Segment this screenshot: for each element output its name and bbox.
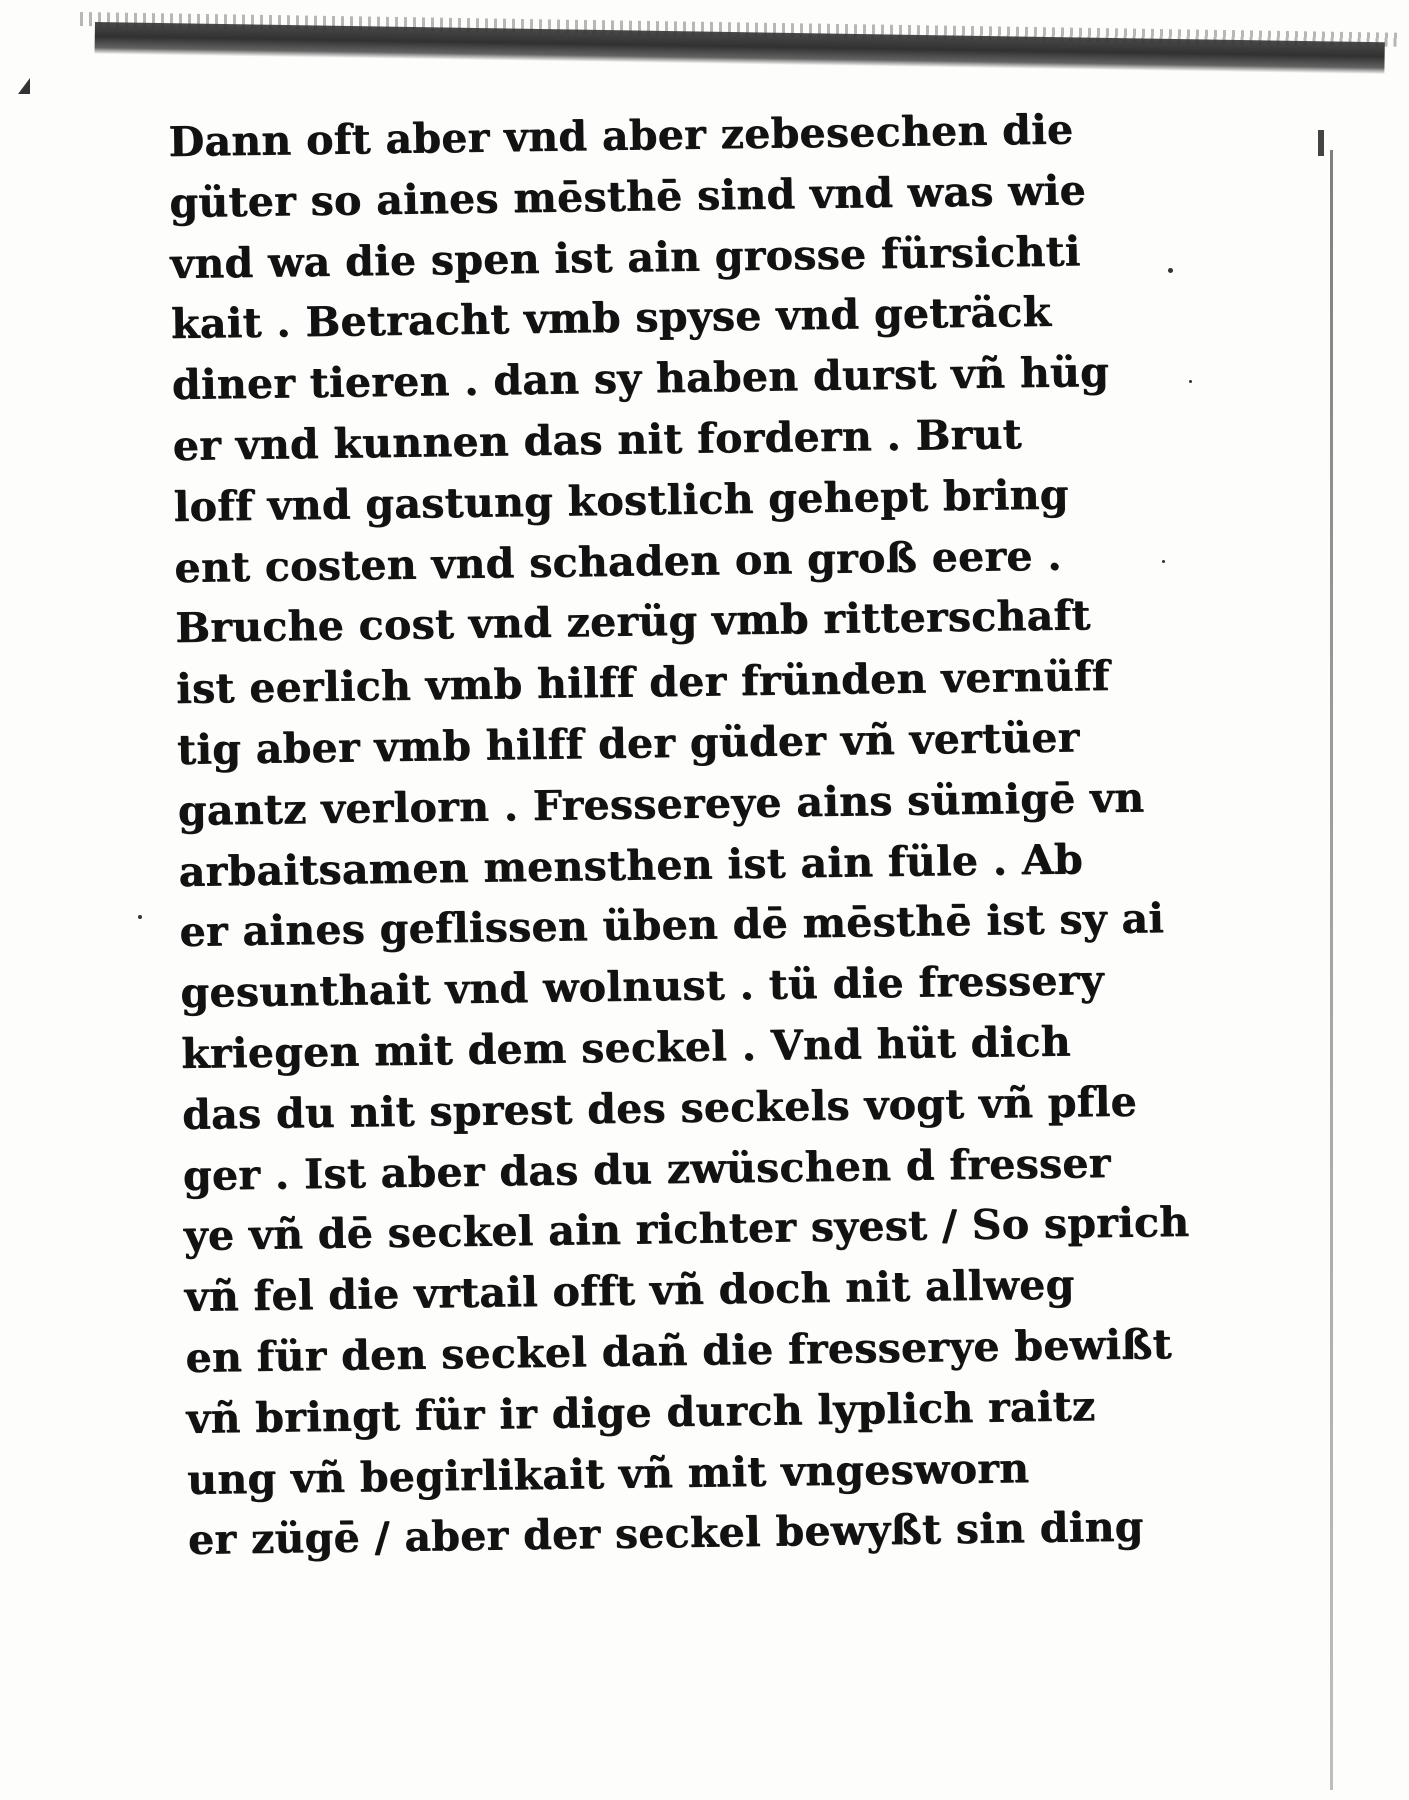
- text-line: en für den seckel dañ die fresserye bewißt: [185, 1320, 1173, 1382]
- text-line: vnd wa die spen ist ain grosse fürsichti: [169, 226, 1081, 288]
- text-line: er aines geflissen üben dē mēsthē ist sy ai: [179, 894, 1165, 957]
- margin-tick: [1318, 130, 1324, 156]
- stray-ink-dot: [138, 915, 142, 919]
- text-line: vñ fel die vrtail offt vñ doch nit allweg: [184, 1260, 1075, 1322]
- text-line: ger . Ist aber das du zwüschen d fresser: [182, 1138, 1111, 1200]
- text-line: er vnd kunnen das nit fordern . Brut: [172, 410, 1023, 470]
- text-line: kriegen mit dem seckel . Vnd hüt dich: [180, 1017, 1072, 1078]
- text-line: gantz verlorn . Fressereye ains sümigē vn: [177, 773, 1145, 835]
- text-line: Bruche cost vnd zerüg vmb ritterschaft: [174, 591, 1091, 653]
- text-line: diner tieren . dan sy haben durst vñ hüg: [171, 348, 1110, 410]
- text-line: ent costen vnd schaden on groß eere .: [174, 531, 1063, 592]
- text-line: vñ bringt für ir dige durch lyplich raitz: [185, 1381, 1096, 1443]
- text-line: das du nit sprest des seckels vogt vñ pfle: [181, 1077, 1138, 1139]
- text-line: arbaitsamen mensthen ist ain füle . Ab: [178, 834, 1084, 896]
- text-line: tig aber vmb hilff der güder vñ vertüer: [176, 713, 1080, 774]
- text-line: loff vnd gastung kostlich gehept bring: [173, 470, 1069, 531]
- corner-mark: [18, 78, 30, 94]
- text-line: ung vñ begirlikait vñ mit vngesworn: [186, 1443, 1030, 1504]
- text-line: ist eerlich vmb hilff der fründen vernüff: [175, 652, 1110, 714]
- text-line: Dann oft aber vnd aber zebesechen die: [168, 105, 1074, 166]
- right-margin-line: [1330, 150, 1333, 1790]
- text-line: gesunthait vnd wolnust . tü die fressery: [179, 956, 1104, 1018]
- text-line: ye vñ dē seckel ain richter syest / So sprich: [183, 1198, 1190, 1261]
- text-line: güter so aines mēsthē sind vnd was wie: [168, 165, 1087, 227]
- text-line: kait . Betracht vmb spyse vnd geträck: [170, 288, 1052, 349]
- text-line: er zügē / aber der seckel bewyßt sin ding: [187, 1502, 1144, 1565]
- blackletter-text-block: [168, 98, 1208, 1571]
